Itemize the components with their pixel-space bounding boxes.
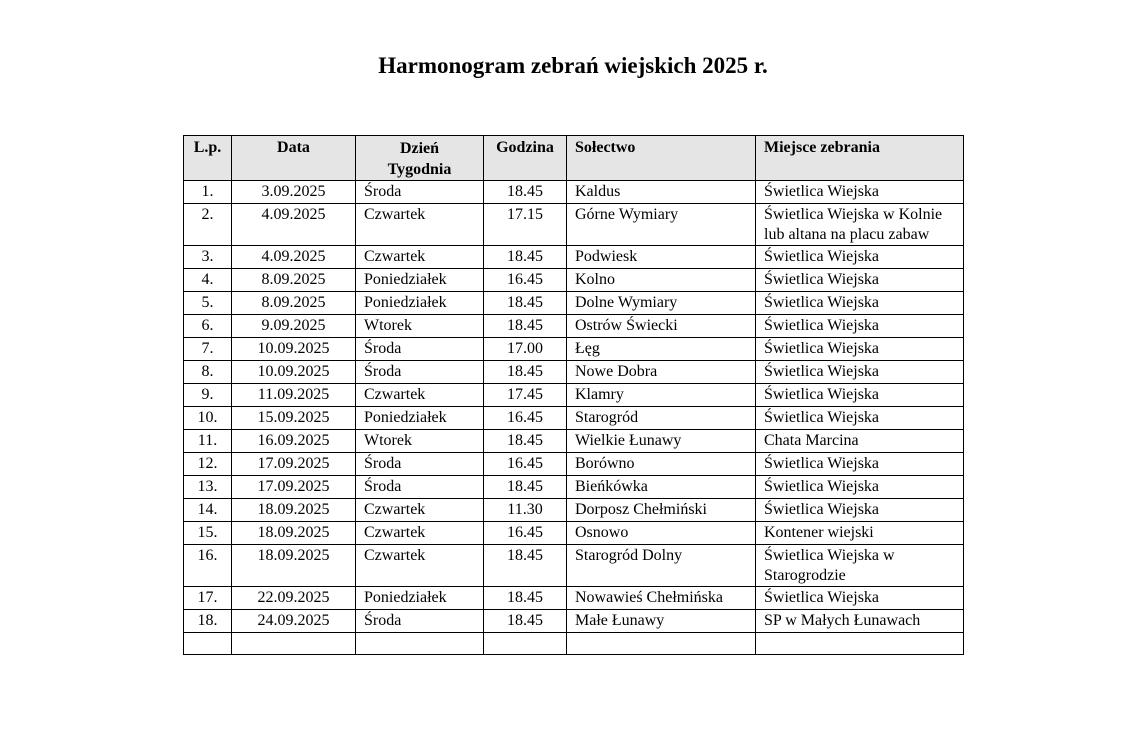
cell-place: Świetlica Wiejska — [756, 587, 964, 610]
cell-hour: 17.00 — [484, 338, 567, 361]
cell-lp: 12. — [184, 453, 232, 476]
cell-hour: 16.45 — [484, 269, 567, 292]
cell-day: Wtorek — [356, 315, 484, 338]
table-row — [184, 181, 964, 204]
cell-date: 15.09.2025 — [232, 407, 356, 430]
table-row — [184, 269, 964, 292]
table-row — [184, 430, 964, 453]
cell-hour: 18.45 — [484, 476, 567, 499]
table-row — [184, 545, 964, 587]
cell-lp: 11. — [184, 430, 232, 453]
cell-lp: 6. — [184, 315, 232, 338]
table-row — [184, 384, 964, 407]
cell-lp: 10. — [184, 407, 232, 430]
cell-place: Świetlica Wiejska — [756, 361, 964, 384]
cell-place: Świetlica Wiejska — [756, 292, 964, 315]
cell-place: Świetlica Wiejska — [756, 384, 964, 407]
cell-village: Podwiesk — [567, 246, 756, 269]
table-row — [184, 476, 964, 499]
cell-day: Czwartek — [356, 522, 484, 545]
cell-place: Świetlica Wiejska — [756, 181, 964, 204]
header-place: Miejsce zebrania — [756, 136, 964, 181]
empty-row — [184, 633, 964, 655]
cell-lp: 7. — [184, 338, 232, 361]
cell-date: 22.09.2025 — [232, 587, 356, 610]
cell-lp: 18. — [184, 610, 232, 633]
cell-day: Czwartek — [356, 384, 484, 407]
cell-village: Osnowo — [567, 522, 756, 545]
cell-hour: 18.45 — [484, 246, 567, 269]
cell-lp: 9. — [184, 384, 232, 407]
header-day — [356, 136, 484, 181]
cell-village: Małe Łunawy — [567, 610, 756, 633]
header-day-line2: Tygodnia — [387, 161, 452, 178]
empty-cell — [232, 633, 356, 655]
empty-cell — [567, 633, 756, 655]
schedule-table — [183, 135, 964, 655]
cell-place: Świetlica Wiejska w Kolnie lub altana na placu zabaw — [756, 204, 964, 246]
header-day-line1: Dzień — [399, 140, 440, 157]
cell-place: Kontener wiejski — [756, 522, 964, 545]
header-village: Sołectwo — [567, 136, 756, 181]
table-row — [184, 453, 964, 476]
cell-day: Czwartek — [356, 545, 484, 587]
cell-lp: 2. — [184, 204, 232, 246]
table-header-row — [184, 136, 964, 181]
cell-hour: 18.45 — [484, 430, 567, 453]
cell-day: Wtorek — [356, 430, 484, 453]
cell-lp: 16. — [184, 545, 232, 587]
cell-day: Środa — [356, 453, 484, 476]
table-row — [184, 204, 964, 246]
cell-village: Łęg — [567, 338, 756, 361]
cell-day: Poniedziałek — [356, 407, 484, 430]
cell-date: 16.09.2025 — [232, 430, 356, 453]
table-row — [184, 610, 964, 633]
cell-date: 18.09.2025 — [232, 522, 356, 545]
cell-date: 4.09.2025 — [232, 246, 356, 269]
cell-day: Poniedziałek — [356, 292, 484, 315]
cell-lp: 8. — [184, 361, 232, 384]
cell-hour: 18.45 — [484, 315, 567, 338]
cell-hour: 18.45 — [484, 181, 567, 204]
cell-village: Ostrów Świecki — [567, 315, 756, 338]
cell-place: Świetlica Wiejska w Starogrodzie — [756, 545, 964, 587]
table-row — [184, 246, 964, 269]
cell-date: 17.09.2025 — [232, 476, 356, 499]
cell-village: Nowawieś Chełmińska — [567, 587, 756, 610]
cell-village: Borówno — [567, 453, 756, 476]
header-lp: L.p. — [184, 136, 232, 181]
cell-place: Świetlica Wiejska — [756, 499, 964, 522]
cell-date: 4.09.2025 — [232, 204, 356, 246]
header-date: Data — [232, 136, 356, 181]
cell-day: Czwartek — [356, 204, 484, 246]
cell-lp: 1. — [184, 181, 232, 204]
cell-village: Nowe Dobra — [567, 361, 756, 384]
cell-lp: 4. — [184, 269, 232, 292]
table-row — [184, 361, 964, 384]
cell-hour: 11.30 — [484, 499, 567, 522]
cell-village: Bieńkówka — [567, 476, 756, 499]
cell-date: 18.09.2025 — [232, 545, 356, 587]
cell-date: 18.09.2025 — [232, 499, 356, 522]
cell-hour: 16.45 — [484, 453, 567, 476]
cell-village: Kaldus — [567, 181, 756, 204]
cell-date: 8.09.2025 — [232, 292, 356, 315]
cell-day: Środa — [356, 610, 484, 633]
cell-lp: 15. — [184, 522, 232, 545]
cell-hour: 16.45 — [484, 407, 567, 430]
cell-date: 10.09.2025 — [232, 361, 356, 384]
table-row — [184, 522, 964, 545]
empty-cell — [356, 633, 484, 655]
table-row — [184, 338, 964, 361]
table-row — [184, 292, 964, 315]
cell-lp: 5. — [184, 292, 232, 315]
cell-date: 11.09.2025 — [232, 384, 356, 407]
cell-date: 17.09.2025 — [232, 453, 356, 476]
table-row — [184, 499, 964, 522]
cell-place: Świetlica Wiejska — [756, 407, 964, 430]
cell-hour: 18.45 — [484, 292, 567, 315]
cell-village: Kolno — [567, 269, 756, 292]
cell-day: Środa — [356, 476, 484, 499]
cell-place: Świetlica Wiejska — [756, 476, 964, 499]
cell-village: Wielkie Łunawy — [567, 430, 756, 453]
table-row — [184, 587, 964, 610]
cell-hour: 18.45 — [484, 361, 567, 384]
cell-village: Starogród — [567, 407, 756, 430]
table-row — [184, 407, 964, 430]
cell-place: Świetlica Wiejska — [756, 338, 964, 361]
document-title: Harmonogram zebrań wiejskich 2025 r. — [378, 53, 768, 78]
cell-day: Poniedziałek — [356, 587, 484, 610]
empty-cell — [756, 633, 964, 655]
cell-lp: 3. — [184, 246, 232, 269]
cell-place: Świetlica Wiejska — [756, 453, 964, 476]
header-hour: Godzina — [484, 136, 567, 181]
cell-date: 8.09.2025 — [232, 269, 356, 292]
cell-hour: 16.45 — [484, 522, 567, 545]
cell-lp: 14. — [184, 499, 232, 522]
cell-day: Czwartek — [356, 246, 484, 269]
cell-village: Górne Wymiary — [567, 204, 756, 246]
cell-day: Poniedziałek — [356, 269, 484, 292]
cell-day: Środa — [356, 181, 484, 204]
cell-hour: 17.45 — [484, 384, 567, 407]
cell-hour: 17.15 — [484, 204, 567, 246]
cell-village: Dorposz Chełmiński — [567, 499, 756, 522]
cell-day: Czwartek — [356, 499, 484, 522]
empty-cell — [484, 633, 567, 655]
cell-lp: 13. — [184, 476, 232, 499]
cell-day: Środa — [356, 338, 484, 361]
cell-place: SP w Małych Łunawach — [756, 610, 964, 633]
cell-date: 3.09.2025 — [232, 181, 356, 204]
cell-date: 10.09.2025 — [232, 338, 356, 361]
cell-place: Świetlica Wiejska — [756, 246, 964, 269]
cell-village: Klamry — [567, 384, 756, 407]
table-row — [184, 315, 964, 338]
cell-village: Dolne Wymiary — [567, 292, 756, 315]
cell-hour: 18.45 — [484, 545, 567, 587]
empty-cell — [184, 633, 232, 655]
cell-lp: 17. — [184, 587, 232, 610]
cell-place: Chata Marcina — [756, 430, 964, 453]
cell-day: Środa — [356, 361, 484, 384]
cell-place: Świetlica Wiejska — [756, 315, 964, 338]
cell-date: 24.09.2025 — [232, 610, 356, 633]
cell-hour: 18.45 — [484, 587, 567, 610]
cell-date: 9.09.2025 — [232, 315, 356, 338]
cell-village: Starogród Dolny — [567, 545, 756, 587]
cell-place: Świetlica Wiejska — [756, 269, 964, 292]
cell-hour: 18.45 — [484, 610, 567, 633]
